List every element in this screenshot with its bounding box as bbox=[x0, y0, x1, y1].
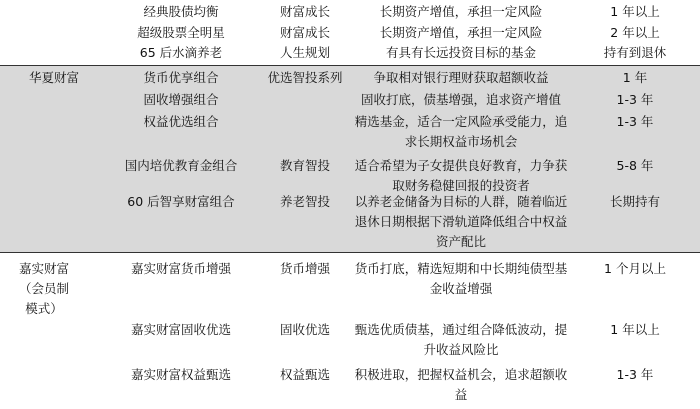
table-row bbox=[0, 68, 700, 90]
product-desc: 甄选优质债基，通过组合降低波动，提升收益风险比 bbox=[354, 322, 568, 357]
product-type: 权益甄选 bbox=[279, 367, 330, 382]
product-desc: 精选基金，适合一定风险承受能力，追求长期权益市场机会 bbox=[354, 114, 568, 149]
product-horizon: 1 个月以上 bbox=[604, 261, 666, 276]
product-horizon: 2 年以上 bbox=[610, 25, 660, 40]
table-row bbox=[0, 320, 700, 362]
product-type: 养老智投 bbox=[279, 194, 330, 209]
product-name: 货币优享组合 bbox=[143, 70, 219, 85]
product-name: 权益优选组合 bbox=[143, 114, 219, 129]
product-horizon: 1 年以上 bbox=[610, 322, 660, 337]
product-horizon: 长期持有 bbox=[609, 194, 660, 209]
product-desc: 长期资产增值，承担一定风险 bbox=[379, 25, 543, 40]
product-horizon: 持有到退休 bbox=[603, 45, 667, 60]
product-name: 65 后水滴养老 bbox=[139, 45, 223, 60]
table-row bbox=[0, 365, 700, 407]
table-row bbox=[0, 43, 700, 65]
product-desc: 有具有长远投资目标的基金 bbox=[385, 45, 536, 60]
table-row bbox=[0, 259, 700, 301]
table-row bbox=[0, 192, 700, 254]
table-row bbox=[0, 90, 700, 112]
product-horizon: 1-3 年 bbox=[616, 114, 654, 129]
product-desc: 积极进取，把握权益机会，追求超额收益 bbox=[354, 367, 568, 402]
product-desc: 适合希望为子女提供良好教育，力争获取财务稳健回报的投资者 bbox=[354, 158, 568, 193]
product-name: 嘉实财富货币增强 bbox=[130, 261, 231, 276]
product-desc: 以养老金储备为目标的人群，随着临近退休日期根据下滑轨道降低组合中权益资产配比 bbox=[354, 194, 568, 249]
product-type: 货币增强 bbox=[279, 261, 330, 276]
company-name: 嘉实财富（会员制模式） bbox=[18, 261, 69, 316]
product-desc: 争取相对银行理财获取超额收益 bbox=[373, 70, 549, 85]
product-horizon: 5-8 年 bbox=[616, 158, 654, 173]
product-type: 财富成长 bbox=[279, 4, 330, 19]
company-name: 华夏财富 bbox=[28, 70, 79, 85]
product-type: 固收优选 bbox=[279, 322, 330, 337]
product-name: 经典股债均衡 bbox=[143, 4, 219, 19]
product-name: 国内培优教育金组合 bbox=[124, 158, 238, 173]
table-row bbox=[0, 23, 700, 45]
product-name: 60 后智享财富组合 bbox=[127, 194, 235, 209]
product-horizon: 1 年 bbox=[622, 70, 648, 85]
section-huaxia bbox=[0, 66, 700, 252]
section-jiashi bbox=[0, 253, 700, 409]
product-desc: 固收打底，债基增强，追求资产增值 bbox=[360, 92, 561, 107]
product-type: 人生规划 bbox=[279, 45, 330, 60]
product-type: 优选智投系列 bbox=[267, 70, 343, 85]
product-horizon: 1 年以上 bbox=[610, 4, 660, 19]
product-type: 财富成长 bbox=[279, 25, 330, 40]
table-row bbox=[0, 112, 700, 154]
product-name: 超级股票全明星 bbox=[137, 25, 225, 40]
product-type: 教育智投 bbox=[279, 158, 330, 173]
product-horizon: 1-3 年 bbox=[616, 367, 654, 382]
product-name: 嘉实财富权益甄选 bbox=[130, 367, 231, 382]
table-row bbox=[0, 2, 700, 24]
product-desc: 货币打底，精选短期和中长期纯债型基金收益增强 bbox=[354, 261, 568, 296]
product-horizon: 1-3 年 bbox=[616, 92, 654, 107]
product-name: 固收增强组合 bbox=[143, 92, 219, 107]
product-name: 嘉实财富固收优选 bbox=[130, 322, 231, 337]
product-desc: 长期资产增值，承担一定风险 bbox=[379, 4, 543, 19]
